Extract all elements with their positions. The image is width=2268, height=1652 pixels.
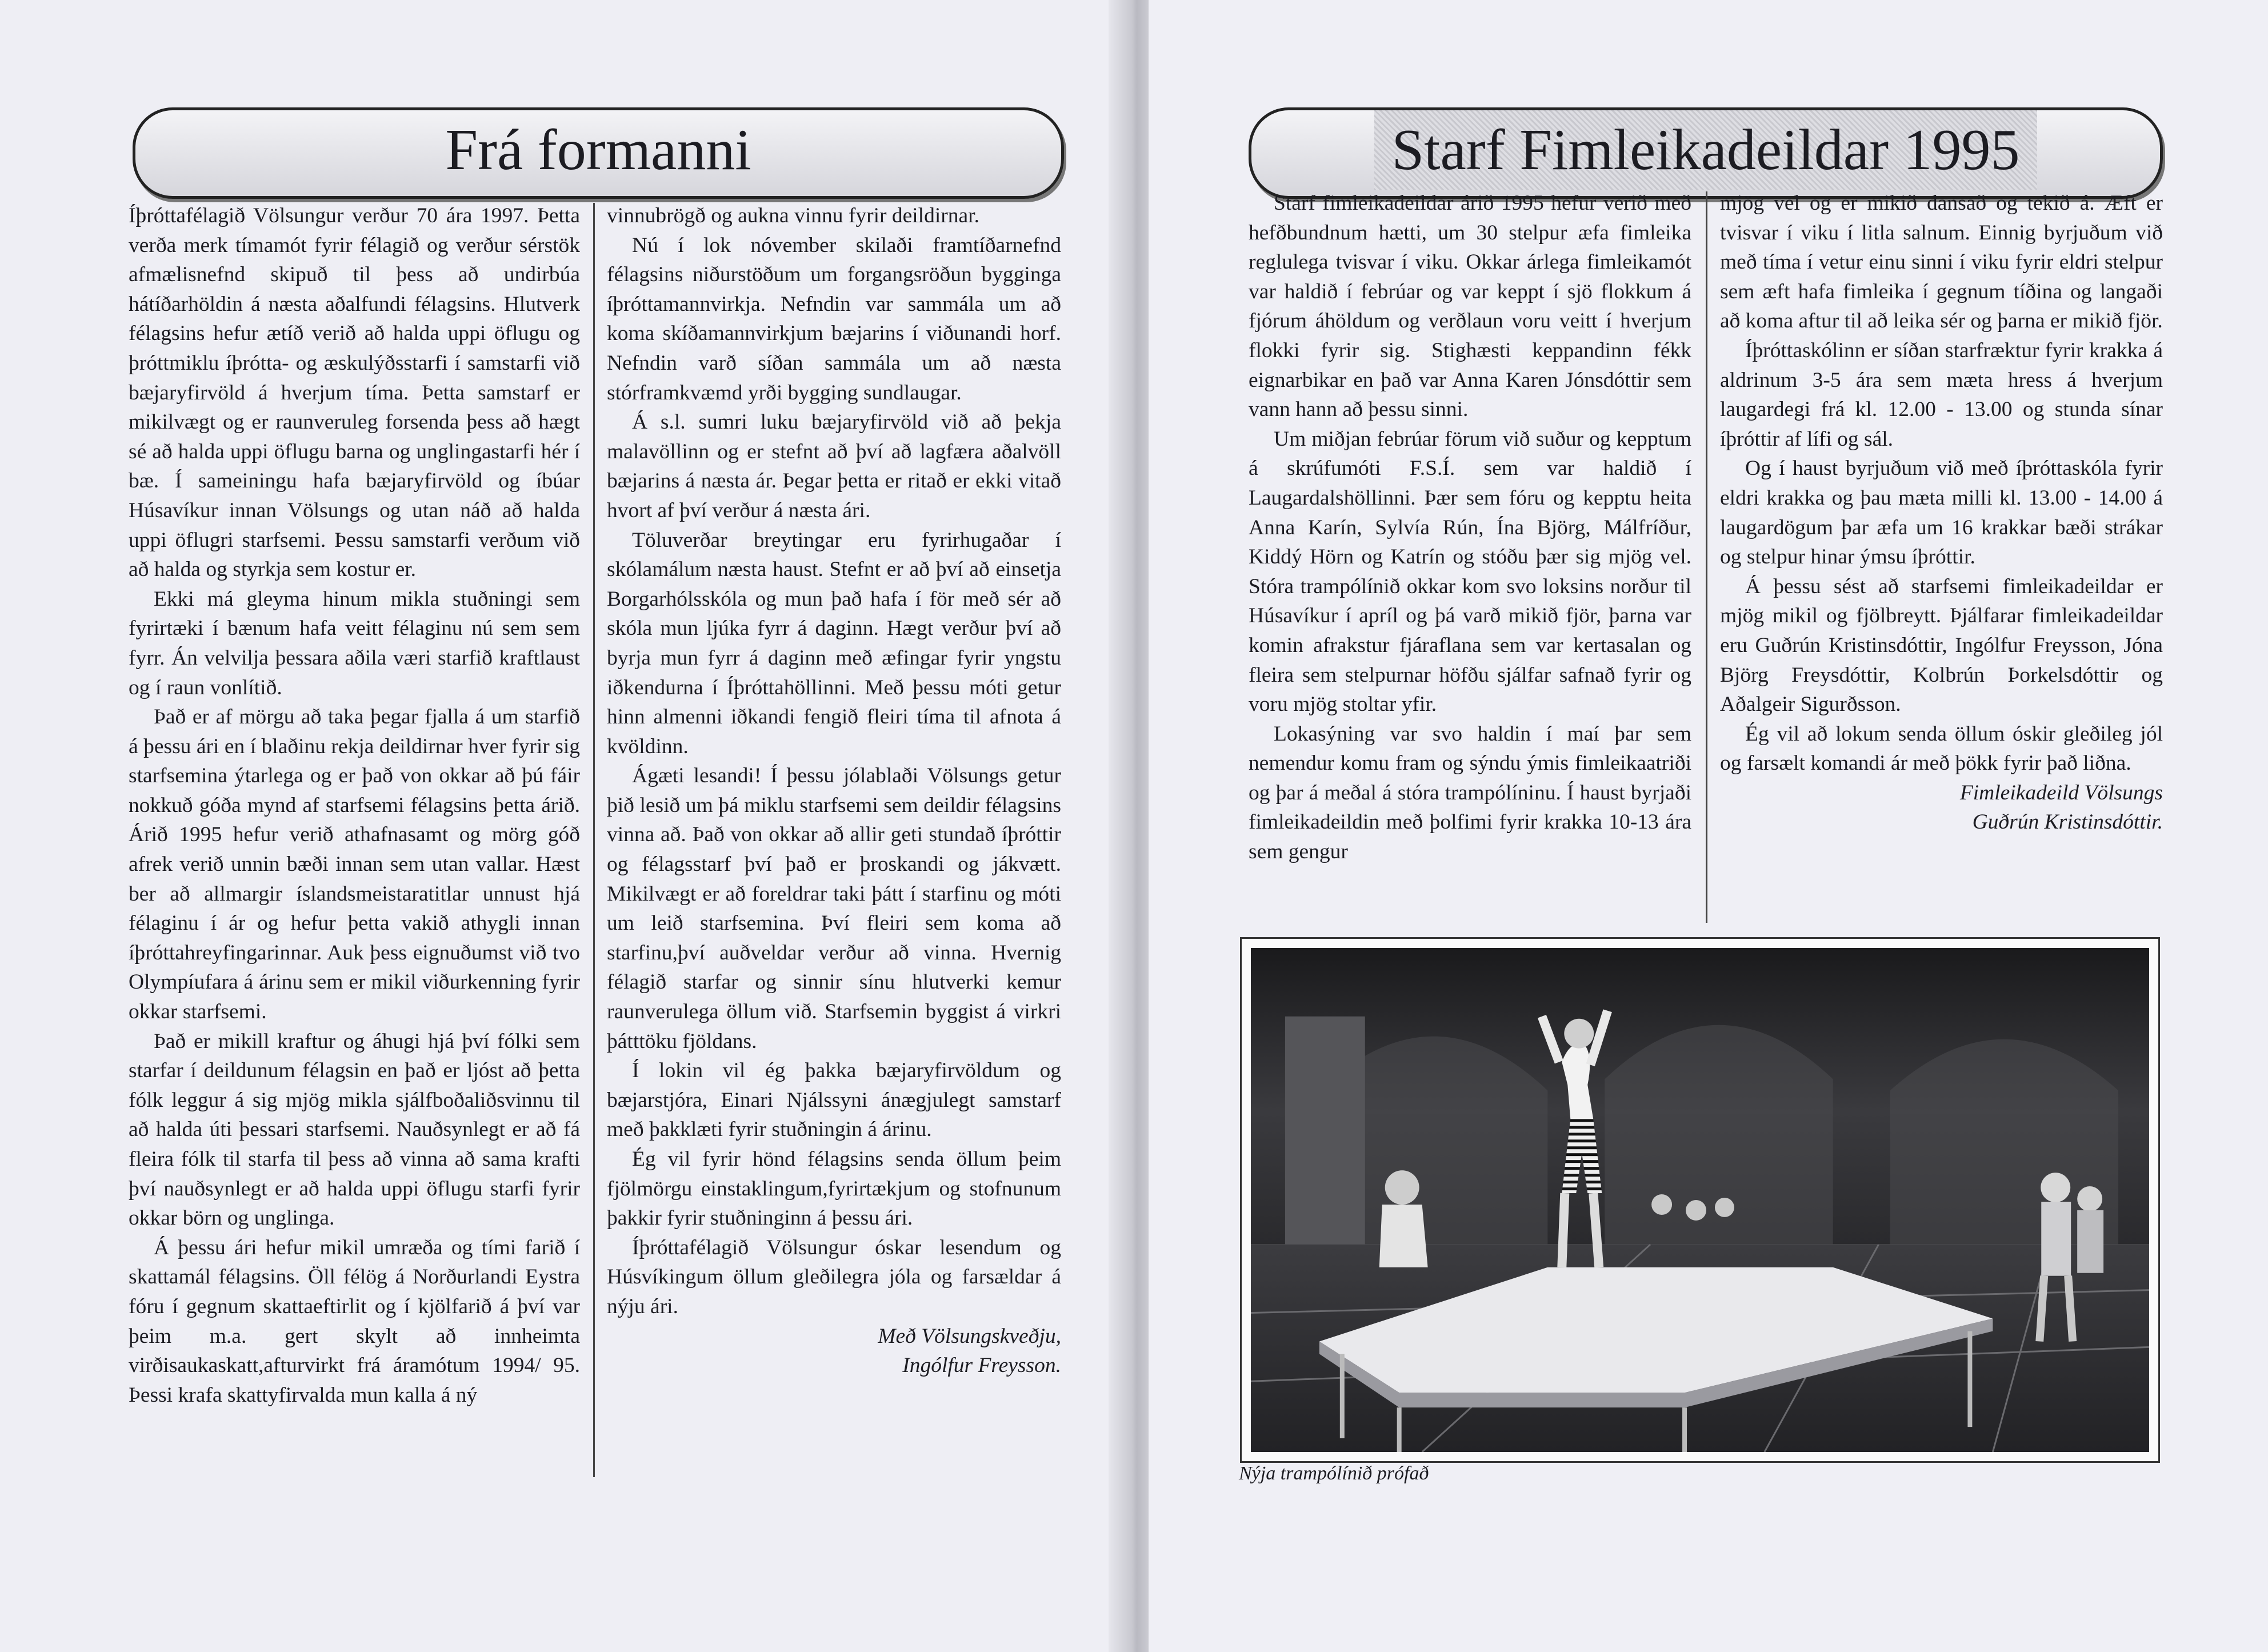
paragraph: Ég vil að lokum senda öllum óskir gleðileg jól og farsælt komandi ár með þökk fyrir það liðna. xyxy=(1720,722,2163,775)
signature-name: Ingólfur Freysson. xyxy=(902,1354,1061,1378)
paragraph: Á s.l. sumri luku bæjaryfirvöld við að þekja malavöllinn og er stefnt að því að lagfæra aðalvöll bæjarins á næsta ár. Þegar þetta er ritað er ekki vitað hvort af því verður á næsta ári. xyxy=(607,410,1061,522)
paragraph: Ég vil fyrir hönd félagsins senda öllum þeim fjölmörgu einstaklingum,fyrirtækjum og stofnunum þakkir fyrir stuðninginn á þessu ári. xyxy=(607,1147,1061,1230)
paragraph: mjög vel og er mikið dansað og tekið á. Æft er tvisvar í viku í litla salnum. Einnig byrjuðum við með tíma í vetur einu sinni í viku fyrir eldri stelpur sem æft hafa fimleika í gegnum tíðina og langaði að koma aftur til að leika sér og þarna er mikið fjör. xyxy=(1720,191,2163,333)
paragraph: Í lokin vil ég þakka bæjaryfirvöldum og bæjarstjóra, Einari Njálssyni ánægjulegt samstarf með þakklæti fyrir stuðningin á árinu. xyxy=(607,1059,1061,1142)
left-title-banner xyxy=(133,107,1064,199)
photo-caption: Nýja trampólínið prófað xyxy=(1239,1463,1429,1484)
right-page-title: Starf Fimleikadeildar 1995 xyxy=(1374,110,2037,190)
right-title-banner xyxy=(1249,107,2163,199)
paragraph: Nú í lok nóvember skilaði framtíðarnefnd félagsins niðurstöðum um forgangsröðun bygginga íþróttamannvirkja. Nefndin var sammála um að koma skíðamannvirkjum bæjarins í viðunandi horf. Nefndin varð síðan sammála um að næsta stórframkvæmd yrði bygging sundlaugar. xyxy=(607,233,1061,405)
paragraph: Það er mikill kraftur og áhugi hjá því fólki sem starfar í deildunum félagsin en það er ljóst að þetta fólk leggur á sig mjög mikla sjálfboðaliðsvinnu til að halda úti þessari starfsemi. Nauðsynlegt er að fá fleira fólk til starfa til þess að vinna að sama krafti því nauðsynlegt er að halda uppi öflugu starfi fyrir okkar börn og unglinga. xyxy=(129,1029,580,1230)
paragraph: Um miðjan febrúar förum við suður og kepptum á skrúfumóti F.S.Í. sem var haldið í Laugardalshöllinni. Þær sem fóru og kepptu heita Anna Karín, Sylvía Rún, Ína Björg, Málfríður, Kiddý Hörn og Katrín og stóðu þær sig mjög vel. Stóra trampólínið okkar kom svo loksins norður til Húsavíkur í apríl og þá varð mikið fjör, þarna var komin afrakstur fjáraflana sem var kertasalan og fleira sem stelpurnar höfðu sjálfar safnað fyrir og voru mjög stoltar yfir. xyxy=(1249,427,1691,717)
paragraph: Á þessu sést að starfsemi fimleikadeildar er mjög mikil og fjölbreytt. Þjálfarar fimleikadeildar eru Guðrún Kristinsdóttir, Ingólfur Freysson, Jóna Björg Freysdóttir, Kolbrún Þorkelsdóttir og Aðalgeir Sigurðsson. xyxy=(1720,574,2163,717)
trampoline-photo xyxy=(1251,948,2149,1452)
wall-column xyxy=(1285,1017,1365,1256)
paragraph: Ágæti lesandi! Í þessu jólablaði Völsungs getur þið lesið um þá miklu starfsemi sem deildir félagsins vinna að. Það von okkar að allir geti stundað íþróttir og félagsstarf því það er þroskandi og jákvætt. Mikilvægt er að foreldrar taki þátt í starfinu og móti um leið starfsemina. Því fleiri sem koma að starfinu,því auðveldar verður að vinna. Hvernig félagið starfar og sinnir sínu hlutverki kemur raunverulega öllum við. Starfsemin byggist á virkri þátttöku fjöldans. xyxy=(607,764,1061,1053)
left-page-title: Frá formanni xyxy=(445,118,751,182)
paragraph: Á þessu ári hefur mikil umræða og tími farið í skattamál félagsins. Öll félög á Norðurlandi Eystra fóru í gegnum skattaeftirlit og í kjölfarið á því var þeim m.a. gert skylt að innheimta virðisaukaskatt,afturvirkt frá áramótum 1994/ 95. Þessi krafa skattyfirvalda mun kalla á ný xyxy=(129,1235,580,1407)
photo-frame xyxy=(1240,937,2160,1463)
right-column-1 xyxy=(1249,189,1691,867)
signature-greeting: Með Völsungskveðju, xyxy=(878,1324,1061,1348)
paragraph: Það er af mörgu að taka þegar fjalla á um starfið á þessu ári en í blaðinu rekja deildirnar hver fyrir sig starfsemina ýtarlega og er það von okkar að þú fáir nokkuð góða mynd af starfsemi félagsins þetta árið. Árið 1995 hefur verið athafnasamt og mörg góð afrek verið unnin bæði innan sem utan vallar. Hæst ber að allmargir íslandsmeistaratitlar unnust hjá félaginu í ár og hefur þetta vakið athygli innan íþróttahreyfingarinnar. Auk þess eignuðumst við tvo Olympíufara á árinu sem er mikil viðurkenning fyrir okkar starfsemi. xyxy=(129,705,580,1024)
left-column-2 xyxy=(607,201,1061,1381)
signature-group: Fimleikadeild Völsungs xyxy=(1959,781,2163,805)
paragraph: Íþróttafélagið Völsungur óskar lesendum og Húsvíkingum öllum gleðilegra jóla og farsældar á nýju ári. xyxy=(607,1235,1061,1318)
right-column-2 xyxy=(1720,189,2163,837)
signature-name: Guðrún Kristinsdóttir. xyxy=(1972,810,2163,834)
paragraph: Töluverðar breytingar eru fyrirhugaðar í skólamálum næsta haust. Stefnt er að því að einsetja Borgarhólsskóla og mun það hafa í för með sér að skóla mun ljúka fyrr á daginn. Hægt verður því að byrja mun fyrr á daginn með æfingar fyrir yngstu iðkendurna í Íþróttahöllinni. Með þessu móti getur hinn almenni iðkandi fengið fleiri tíma til afnota á kvöldinn. xyxy=(607,528,1061,758)
paragraph: Starf fimleikadeildar árið 1995 hefur verið með hefðbundnum hætti, um 30 stelpur æfa fimleika reglulega tvisvar í viku. Okkar árlega fimleikamót var haldið í febrúar og var keppt í sjö flokkum á fjórum áhöldum og verðlaun voru veitt í hverjum flokki fyrir sig. Stighæsti keppandinn fékk eignarbikar en það var Anna Karen Jónsdóttir sem vann hann að þessu sinni. xyxy=(1249,191,1691,422)
column-divider xyxy=(593,203,595,1477)
column-divider xyxy=(1706,191,1707,923)
paragraph: vinnubrögð og aukna vinnu fyrir deildirnar. xyxy=(607,204,979,227)
paragraph: Lokasýning var svo haldin í maí þar sem nemendur komu fram og sýndu ýmis fimleikaatriði og þar á meðal á stóra trampólíninu. Í haust byrjaði fimleikadeildin með þolfimi fyrir krakka 10-13 ára sem gengur xyxy=(1249,722,1691,864)
paragraph: Íþróttaskólinn er síðan starfræktur fyrir krakka á aldrinum 3-5 ára sem mæta hress á hverjum laugardegi frá kl. 12.00 - 13.00 og stunda sínar íþróttir af lífi og sál. xyxy=(1720,338,2163,451)
paragraph: Ekki má gleyma hinum mikla stuðningi sem fyrirtæki í bænum hafa veitt félaginu nú sem sem fyrr. Án velvilja þessara aðila væri starfið kraftlaust og í raun vonlítið. xyxy=(129,587,580,699)
left-column-1 xyxy=(129,201,580,1410)
paragraph: Og í haust byrjuðum við með íþróttaskóla fyrir eldri krakka og þau mæta milli kl. 13.00 - 14.00 á laugardögum þar æfa um 16 krakkar bæði strákar og stelpur hinar ýmsu íþróttir. xyxy=(1720,457,2163,569)
paragraph: Íþróttafélagið Völsungur verður 70 ára 1997. Þetta verða merk tímamót fyrir félagið og verður sérstök afmælisnefnd skipuð til þess að undirbúa hátíðarhöldin á næsta aðalfundi félagsins. Hlutverk félagsins hefur ætíð verið að halda uppi öflugu og þróttmiklu íþrótta- og æskulýðsstarfi í samstarfi við bæjaryfirvöld á hverjum tíma. Þetta samstarf er mikilvægt og er raunveruleg forsenda þess að hægt sé að halda uppi öflugu barna og unglingastarfi hér í bæ. Í sameiningu hafa bæjaryfirvöld og íbúar Húsavíkur innan Völsungs og utan náð að halda uppi öflugri starfsemi. Þessu samstarfi verðum við að halda og styrkja sem kostur er. xyxy=(129,204,580,582)
